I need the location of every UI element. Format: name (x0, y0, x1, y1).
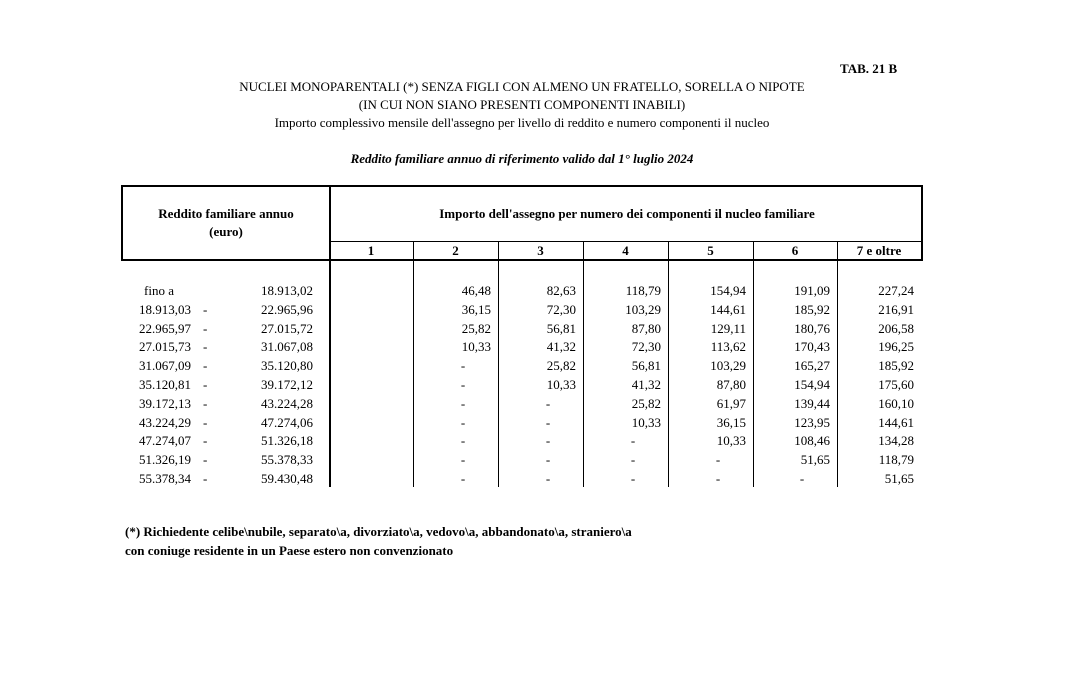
amount-cell: 72,30 (631, 339, 661, 355)
title-line-2: (IN CUI NON SIANO PRESENTI COMPONENTI INABILI) (358, 97, 686, 112)
amount-cell: 206,58 (878, 320, 914, 336)
income-to: 27.015,72 (261, 320, 313, 336)
table-row (121, 339, 923, 357)
amount-cell: - (460, 471, 466, 486)
income-to: 31.067,08 (261, 339, 313, 355)
component-header-7: 7 e oltre (856, 243, 902, 258)
amount-cell: - (460, 358, 466, 374)
income-range-dash: - (203, 433, 208, 449)
amount-cell: 36,15 (461, 301, 491, 317)
amount-cell: 139,44 (794, 395, 830, 411)
amount-cell: - (545, 395, 551, 411)
income-range-dash: - (203, 377, 208, 392)
income-from: 22.965,97 (139, 320, 191, 336)
amount-cell: 216,91 (878, 301, 914, 317)
income-to: 55.378,33 (261, 452, 313, 468)
table-id: TAB. 21 B (840, 61, 898, 76)
amount-cell: 82,63 (546, 283, 576, 298)
amount-cell: 165,27 (794, 358, 830, 374)
amount-cell: 10,33 (631, 414, 661, 430)
amount-cell: 56,81 (546, 320, 576, 336)
table-row (121, 433, 923, 451)
amount-cell: - (460, 377, 466, 392)
amount-cell: - (715, 471, 721, 486)
table-right-border (921, 185, 923, 259)
amount-cell: 134,28 (878, 433, 914, 449)
income-range-dash: - (203, 452, 208, 468)
amount-cell: 103,29 (710, 358, 746, 374)
table-row (121, 452, 923, 470)
amount-cell: 25,82 (461, 320, 491, 336)
table-row (121, 415, 923, 433)
income-from: 39.172,13 (139, 395, 191, 411)
amount-cell: - (460, 395, 466, 411)
income-from: 43.224,29 (139, 414, 191, 430)
amount-cell: 196,25 (878, 339, 914, 355)
income-range-dash: - (203, 320, 208, 336)
amount-cell: 10,33 (716, 433, 746, 449)
amount-cell: 191,09 (794, 283, 830, 298)
amount-cell: 185,92 (794, 301, 830, 317)
income-to: 39.172,12 (261, 377, 313, 392)
amount-cell: 10,33 (461, 339, 491, 355)
amount-header: Importo dell'assegno per numero dei componenti il nucleo familiare (439, 206, 815, 221)
income-range-dash: - (203, 414, 208, 430)
amount-cell: 61,97 (716, 395, 746, 411)
amount-cell: 108,46 (794, 433, 830, 449)
table-row (121, 396, 923, 414)
amount-cell: 87,80 (631, 320, 661, 336)
amount-cell: - (630, 471, 636, 486)
amount-cell: 51,65 (884, 471, 914, 486)
title-line-3: Importo complessivo mensile dell'assegno per livello di reddito e numero componenti il nucleo (274, 115, 770, 130)
amount-cell: - (630, 452, 636, 468)
amount-cell: 123,95 (794, 414, 830, 430)
table-row (121, 377, 923, 395)
amount-cell: 144,61 (710, 301, 746, 317)
income-to: 18.913,02 (261, 283, 313, 298)
income-header-unit: (euro) (209, 224, 243, 239)
income-from: 31.067,09 (139, 358, 191, 374)
component-header-3: 3 (537, 243, 544, 258)
table-row (121, 358, 923, 376)
amount-cell: 154,94 (710, 283, 746, 298)
amount-cell: - (545, 414, 551, 430)
amount-cell: 87,80 (716, 377, 746, 392)
component-header-line (329, 241, 923, 242)
income-to: 51.326,18 (261, 433, 313, 449)
component-header-2: 2 (452, 243, 459, 258)
reference-period: Reddito familiare annuo di riferimento valido dal 1° luglio 2024 (350, 151, 694, 166)
amount-cell: 103,29 (625, 301, 661, 317)
amount-cell: 51,65 (800, 452, 830, 468)
table-row (121, 283, 923, 301)
income-from: 35.120,81 (139, 377, 191, 392)
amount-cell: 41,32 (631, 377, 661, 392)
amount-cell: - (715, 452, 721, 468)
component-header-1: 1 (367, 243, 375, 258)
header-bottom-border (121, 259, 923, 261)
amount-cell: - (545, 433, 551, 449)
component-header-6: 6 (791, 243, 799, 258)
table-row (121, 302, 923, 320)
amount-cell: 175,60 (878, 377, 914, 392)
amount-cell: 160,10 (878, 395, 914, 411)
amount-cell: 41,32 (546, 339, 576, 355)
income-range-dash: - (203, 471, 208, 486)
income-to: 43.224,28 (261, 395, 313, 411)
income-from: 47.274,07 (139, 433, 191, 449)
amount-cell: 154,94 (794, 377, 830, 392)
income-range-dash: - (203, 395, 208, 411)
footnote-line-1: (*) Richiedente celibe\nubile, separato\a, divorziato\a, vedovo\a, abbandonato\a, straniero\a (125, 524, 632, 539)
amount-cell: 170,43 (794, 339, 830, 355)
amount-cell: - (799, 471, 805, 486)
income-from: 55.378,34 (139, 471, 191, 486)
amount-cell: - (460, 452, 466, 468)
amount-cell: 25,82 (631, 395, 661, 411)
amount-cell: 118,79 (878, 452, 914, 468)
footnote-line-2: con coniuge residente in un Paese estero non convenzionato (125, 543, 454, 558)
income-to: 47.274,06 (261, 414, 313, 430)
income-from: 18.913,03 (139, 301, 191, 317)
amount-cell: 56,81 (631, 358, 661, 374)
amount-cell: 25,82 (546, 358, 576, 374)
income-to: 59.430,48 (261, 471, 313, 486)
income-from: 27.015,73 (139, 339, 191, 355)
amount-cell: 185,92 (878, 358, 914, 374)
component-header-5: 5 (707, 243, 714, 258)
income-from: 51.326,19 (139, 452, 191, 468)
amount-cell: 227,24 (878, 283, 914, 298)
amount-cell: - (630, 433, 636, 449)
income-header-label: Reddito familiare annuo (158, 206, 294, 221)
table-top-border (121, 185, 923, 187)
amount-cell: - (545, 452, 551, 468)
income-range-dash: - (203, 358, 208, 374)
income-range-dash: - (203, 301, 208, 317)
income-header (123, 205, 329, 241)
income-range-dash: - (203, 339, 208, 355)
amount-cell: 144,61 (878, 414, 914, 430)
amount-cell: - (460, 433, 466, 449)
amount-cell: 36,15 (716, 414, 746, 430)
amount-cell: 129,11 (710, 320, 746, 336)
amount-cell: 180,76 (794, 320, 830, 336)
income-from: fino a (144, 283, 174, 298)
title-line-1: NUCLEI MONOPARENTALI (*) SENZA FIGLI CON ALMENO UN FRATELLO, SORELLA O NIPOTE (239, 79, 805, 94)
amount-cell: 10,33 (546, 377, 576, 392)
component-header-4: 4 (622, 243, 629, 258)
table-row (121, 471, 923, 489)
table-row (121, 321, 923, 339)
amount-cell: 118,79 (625, 283, 661, 298)
amount-cell: 113,62 (710, 339, 746, 355)
amount-cell: - (460, 414, 466, 430)
income-to: 35.120,80 (261, 358, 313, 374)
amount-cell: 72,30 (546, 301, 576, 317)
income-to: 22.965,96 (261, 301, 313, 317)
amount-cell: - (545, 471, 551, 486)
allowance-table (121, 185, 923, 487)
amount-cell: 46,48 (461, 283, 491, 298)
